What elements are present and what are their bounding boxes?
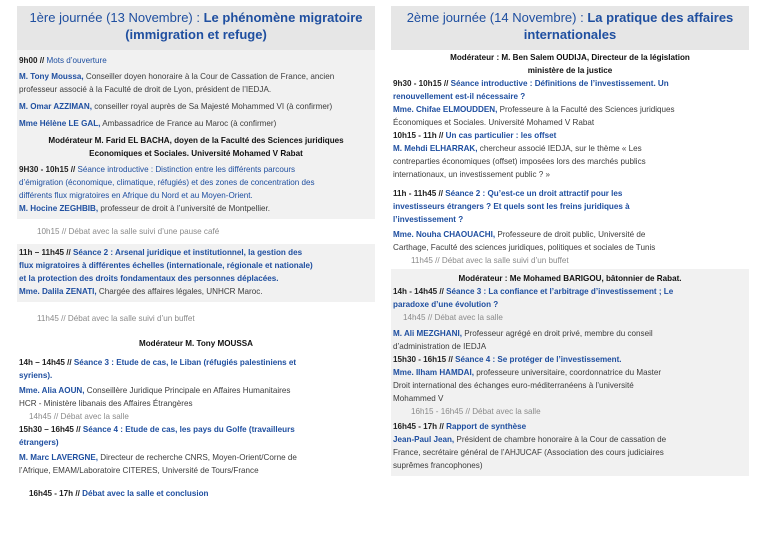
session-title: Séance 2 : Arsenal juridique et institutionnel, la gestion des (70, 248, 303, 257)
opening-label: Mots d’ouverture (46, 56, 107, 65)
speaker-desc: conseiller royal auprès de Sa Majesté Mohammed VI (à confirmer) (92, 102, 333, 111)
speaker-desc: Mohammed V (393, 394, 444, 403)
debate-note: 10h15 // Débat avec la salle suivi d’une pause café (37, 227, 220, 236)
speaker-desc: professeure universitaire, coordonnatrice du Master (473, 368, 662, 377)
speaker-desc: Droit international des échanges euro-méditerranéens à l’université (393, 381, 634, 390)
session-title: flux migratoires à différentes échelles (internationale, régionale et nationale) (19, 261, 313, 270)
session-title: étrangers) (19, 438, 59, 447)
speaker-name: Jean-Paul Jean, (393, 435, 455, 444)
moderator-line: Modérateur : M. Ben Salem OUDIJA, Directeur de la législation (450, 53, 690, 62)
closing-time: 16h45 - 17h // (29, 489, 80, 498)
moderator-line: Modérateur M. Tony MOUSSA (138, 339, 254, 348)
speaker-desc: Professeure de droit public, Université de (495, 230, 646, 239)
day1-session2-block (17, 244, 375, 302)
session-title: et la protection des droits fondamentaux des personnes déplacées. (19, 274, 279, 283)
day1-header (17, 6, 375, 50)
speaker-desc: Président de chambre honoraire à la Cour de cassation de (454, 435, 667, 444)
session-title: Séance 4 : Se protéger de l’investissement. (452, 355, 622, 364)
speaker-name: M. Tony Moussa, (19, 72, 84, 81)
speaker-desc: l’Afrique, EMAM/Laboratoire CITERES, Université de Tours/France (19, 466, 259, 475)
speaker-desc: Directeur de recherche CNRS, Moyen-Orient/Corne de (98, 453, 297, 462)
speaker-desc: Conseillère Juridique Principale en Affaires Humanitaires (84, 386, 291, 395)
speaker-name: M. Mehdi ELHARRAK, (393, 144, 478, 153)
day1-opening-block (17, 50, 375, 219)
speaker-desc: suprêmes francophones) (393, 461, 483, 470)
speaker-desc: France, secrétaire général de l’AHJUCAF (Association des cours judiciaires (393, 448, 664, 457)
session-title: Séance introductive : Distinction entre les différents parcours (75, 165, 296, 174)
day1-header-title: Le phénomène migratoire (immigration et refuge) (125, 10, 363, 42)
moderator-line: Modérateur : Me Mohamed BARIGOU, bâtonnier de Rabat. (458, 274, 682, 283)
session-title: syriens). (19, 371, 53, 380)
session-title: paradoxe d’une évolution ? (393, 300, 499, 309)
speaker-name: Mme Hélène LE GAL, (19, 119, 101, 128)
day2-header-title: La pratique des affaires internationales (523, 10, 734, 42)
session-title: Séance 3 : Etude de cas, le Liban (réfugiés palestiniens et (71, 358, 297, 367)
debate-note: 11h45 // Débat avec la salle suivi d’un buffet (37, 314, 195, 323)
session-time: 15h30 - 16h15 // (393, 355, 453, 364)
session-time: 10h15 - 11h // (393, 131, 444, 140)
session-title: Séance introductive : Définitions de l’investissement. Un (448, 79, 669, 88)
speaker-desc: professeur de droit à l’université de Montpellier. (98, 204, 271, 213)
speaker-desc: Carthage, Faculté des sciences juridiques, politiques et sociales de Tunis (393, 243, 656, 252)
session-time: 9h30 - 10h15 // (393, 79, 449, 88)
speaker-name: M. Ali MEZGHANI, (393, 329, 462, 338)
speaker-desc: contreparties économiques (offset) imposées lors des marchés publics (393, 157, 646, 166)
speaker-name: M. Hocine ZEGHBIB, (19, 204, 99, 213)
session-time: 14h – 14h45 // (19, 358, 72, 367)
day2-afternoon-block (391, 269, 749, 476)
speaker-desc: Professeur agrégé en droit privé, membre du conseil (461, 329, 653, 338)
speaker-desc: HCR - Ministère libanais des Affaires Étrangères (19, 399, 193, 408)
speaker-desc: Ambassadrice de France au Maroc (à confirmer) (100, 119, 277, 128)
session-title: Un cas particulier : les offset (443, 131, 557, 140)
speaker-name: Mme. Nouha CHAOUACHI, (393, 230, 496, 239)
debate-note: 11h45 // Débat avec la salle suivi d’un buffet (411, 256, 569, 265)
speaker-name: M. Omar AZZIMAN, (19, 102, 92, 111)
speaker-desc: Économiques et Sociales. Université Mohamed V Rabat (393, 118, 595, 127)
session-title: d’émigration (économique, climatique, réfugiés) et des zones de concentration des (19, 178, 315, 187)
moderator-line: Modérateur M. Farid EL BACHA, doyen de la Faculté des Sciences juridiques (48, 136, 344, 145)
session-time: 15h30 – 16h45 // (19, 425, 81, 434)
speaker-name: Mme. Alia AOUN, (19, 386, 85, 395)
speaker-desc: Chargée des affaires légales, UNHCR Maroc. (96, 287, 263, 296)
closing-label: Débat avec la salle et conclusion (79, 489, 209, 498)
day2-header (391, 6, 749, 50)
day2-column (391, 6, 749, 476)
session-time: 11h - 11h45 // (393, 189, 443, 198)
debate-note: 16h15 - 16h45 // Débat avec la salle (411, 407, 541, 416)
speaker-desc: internationaux, un investissement public ? » (393, 170, 551, 179)
session-title: Séance 3 : La confiance et l’arbitrage d’investissement ; Le (443, 287, 674, 296)
speaker-desc: professeur associé à la Faculté de droit de Lyon, président de l’IEDJA. (19, 85, 272, 94)
day2-header-prefix: 2ème journée (14 Novembre) : (406, 10, 588, 25)
session-title: investisseurs étrangers ? Et quels sont les freins juridiques à (393, 202, 630, 211)
day1-header-prefix: 1ère journée (13 Novembre) : (29, 10, 204, 25)
moderator-line: Economiques et Sociales. Université Mohamed V Rabat (89, 149, 303, 158)
session-title: l’investissement ? (393, 215, 464, 224)
speaker-desc: Conseiller doyen honoraire à la Cour de Cassation de France, ancien (83, 72, 335, 81)
day1-column (17, 6, 375, 500)
session-title: Séance 2 : Qu’est-ce un droit attractif pour les (442, 189, 623, 198)
speaker-name: Mme. Ilham HAMDAI, (393, 368, 474, 377)
session-time: 14h - 14h45 // (393, 287, 444, 296)
speaker-desc: d’administration de IEDJA (393, 342, 487, 351)
opening-time: 9h00 // (19, 56, 45, 65)
session-title: Rapport de synthèse (443, 422, 527, 431)
session-time: 11h – 11h45 // (19, 248, 71, 257)
speaker-desc: Professeure à la Faculté des Sciences juridiques (497, 105, 675, 114)
moderator-line: ministère de la justice (527, 66, 613, 75)
session-title: différents flux migratoires en Afrique du Nord et au Moyen-Orient. (19, 191, 253, 200)
session-title: renouvellement est-il nécessaire ? (393, 92, 526, 101)
debate-note: 14h45 // Débat avec la salle (29, 412, 129, 421)
session-title: Séance 4 : Etude de cas, les pays du Golfe (travailleurs (80, 425, 295, 434)
speaker-name: M. Marc LAVERGNE, (19, 453, 99, 462)
session-time: 9H30 - 10h15 // (19, 165, 76, 174)
speaker-name: Mme. Dalila ZENATI, (19, 287, 97, 296)
debate-note: 14h45 // Débat avec la salle (403, 313, 503, 322)
speaker-name: Mme. Chifae ELMOUDDEN, (393, 105, 498, 114)
session-time: 16h45 - 17h // (393, 422, 444, 431)
speaker-desc: chercheur associé IEDJA, sur le thème « Les (477, 144, 642, 153)
